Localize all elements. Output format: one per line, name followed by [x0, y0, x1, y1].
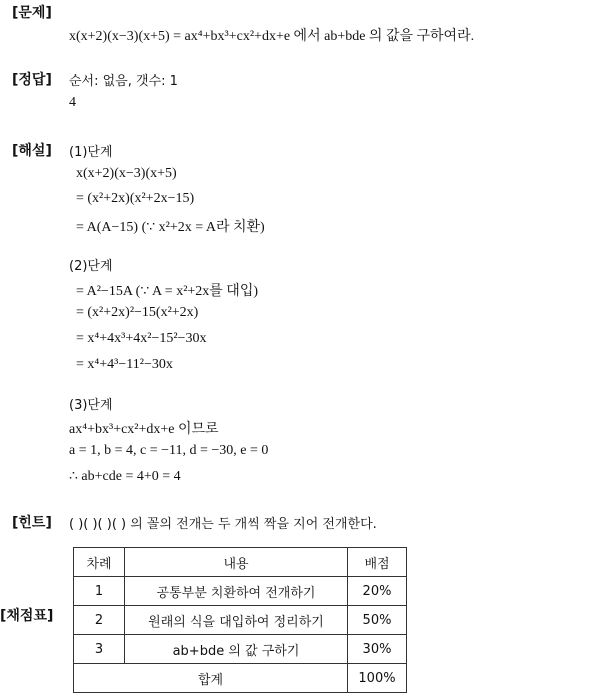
hint-text: ( )( )( )( ) 의 꼴의 전개는 두 개씩 짝을 지어 전개한다. [69, 517, 377, 532]
step-3-title: (3)단계 [69, 398, 113, 413]
table-row [74, 606, 407, 635]
step-1-line-3: = A(A−15) (∵ x²+2x = A라 치환) [76, 220, 265, 235]
row-1-content: 공통부분 치환하여 전개하기 [125, 577, 348, 606]
step-3-line-3: ∴ ab+cde = 4+0 = 4 [69, 469, 181, 484]
answer-meta: 순서: 없음, 갯수: 1 [69, 74, 178, 89]
row-1-order: 1 [74, 577, 125, 606]
scoring-header-row [74, 548, 407, 577]
hint-label: [힌트] [12, 515, 52, 531]
step-2-line-1: = A²−15A (∵ A = x²+2x를 대입) [76, 284, 259, 299]
header-points: 배점 [348, 548, 407, 577]
step-1-title: (1)단계 [69, 145, 113, 160]
step-1-line-2: = (x²+2x)(x²+2x−15) [76, 191, 195, 206]
table-row [74, 635, 407, 664]
step-2-line-4: = x⁴+4³−11²−30x [76, 357, 173, 372]
row-2-order: 2 [74, 606, 125, 635]
table-row [74, 577, 407, 606]
step-2-title: (2)단계 [69, 259, 113, 274]
row-1-points: 20% [348, 577, 407, 606]
step-2-line-2: = (x²+2x)²−15(x²+2x) [76, 305, 199, 320]
answer-label: [정답] [12, 72, 52, 88]
total-points: 100% [348, 664, 407, 693]
solution-label: [해설] [12, 143, 52, 159]
step-3-line-2: a = 1, b = 4, c = −11, d = −30, e = 0 [69, 443, 269, 458]
scoring-table [73, 547, 407, 693]
step-1-line-1: x(x+2)(x−3)(x+5) [76, 166, 177, 181]
problem-label: [문제] [12, 5, 52, 21]
step-3-line-1: ax⁴+bx³+cx²+dx+e 이므로 [69, 422, 219, 437]
step-2-line-3: = x⁴+4x³+4x²−15²−30x [76, 331, 207, 346]
row-3-order: 3 [74, 635, 125, 664]
scoring-total-row [74, 664, 407, 693]
row-2-content: 원래의 식을 대입하여 정리하기 [125, 606, 348, 635]
total-label: 합계 [74, 664, 348, 693]
header-order: 차례 [74, 548, 125, 577]
row-2-points: 50% [348, 606, 407, 635]
row-3-points: 30% [348, 635, 407, 664]
header-content: 내용 [125, 548, 348, 577]
answer-value: 4 [69, 95, 76, 110]
problem-text: x(x+2)(x−3)(x+5) = ax⁴+bx³+cx²+dx+e 에서 ab+bde 의 값을 구하여라. [69, 29, 475, 44]
row-3-content: ab+bde 의 값 구하기 [125, 635, 348, 664]
scoring-label: [채점표] [0, 608, 54, 624]
